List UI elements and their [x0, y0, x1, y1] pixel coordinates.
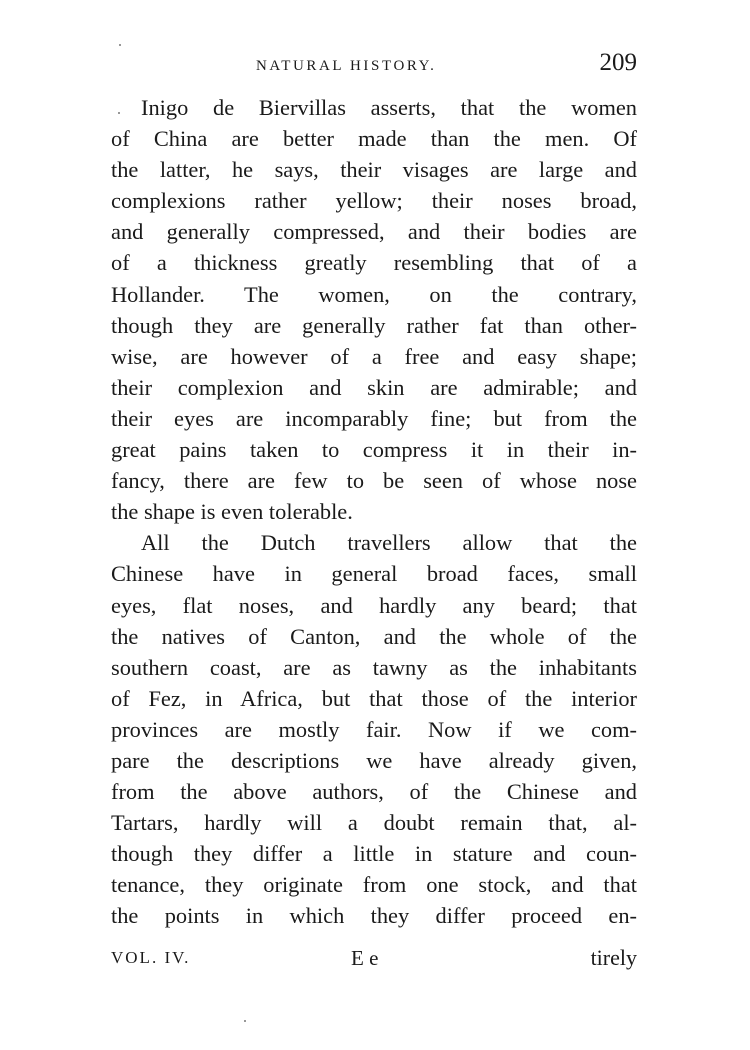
text-line: eyes, flat noses, and hardly any beard; that	[111, 592, 637, 618]
page-footer	[111, 942, 637, 974]
text-line: the points in which they differ proceed en-	[111, 903, 637, 929]
text-line-paragraph-end: the shape is even tolerable.	[111, 499, 353, 525]
text-line: great pains taken to compress it in their in-	[111, 437, 637, 463]
text-line: of a thickness greatly resembling that of a	[111, 250, 637, 276]
paper-speck	[119, 44, 121, 46]
text-line: of China are better made than the men. Of	[111, 126, 637, 152]
text-line: tenance, they originate from one stock, and that	[111, 872, 637, 898]
text-line-paragraph-start: All the Dutch travellers allow that the	[141, 530, 637, 556]
volume-signature: VOL. IV.	[111, 948, 191, 967]
catchword: tirely	[590, 945, 637, 970]
text-line: pare the descriptions we have already given,	[111, 747, 637, 773]
text-line: and generally compressed, and their bodies are	[111, 219, 637, 245]
text-line: of Fez, in Africa, but that those of the interior	[111, 685, 637, 711]
text-line: the latter, he says, their visages are large and	[111, 157, 637, 183]
text-line: Hollander. The women, on the contrary,	[111, 281, 637, 307]
text-line: southern coast, are as tawny as the inhabitants	[111, 654, 637, 680]
text-line: provinces are mostly fair. Now if we com-	[111, 716, 637, 742]
text-line: though they are generally rather fat than other-	[111, 312, 637, 338]
text-line: the natives of Canton, and the whole of the	[111, 623, 637, 649]
text-line: Chinese have in general broad faces, small	[111, 561, 637, 587]
text-line: complexions rather yellow; their noses broad,	[111, 188, 637, 214]
body-text	[111, 92, 637, 932]
paper-speck	[244, 1020, 246, 1022]
text-line: their complexion and skin are admirable; and	[111, 374, 637, 400]
running-title: NATURAL HISTORY.	[256, 58, 437, 74]
page-number: 209	[599, 49, 637, 76]
text-line: wise, are however of a free and easy shape;	[111, 343, 637, 369]
text-line: their eyes are incomparably fine; but from the	[111, 405, 637, 431]
signature-mark: E e	[351, 946, 379, 970]
text-line: Inigo de Biervillas asserts, that the women	[141, 95, 637, 120]
paper-speck	[118, 112, 120, 114]
text-line: though they differ a little in stature and coun-	[111, 841, 637, 867]
text-line: Tartars, hardly will a doubt remain that, al-	[111, 810, 637, 836]
text-line: fancy, there are few to be seen of whose nose	[111, 468, 637, 494]
text-line: from the above authors, of the Chinese and	[111, 779, 637, 805]
